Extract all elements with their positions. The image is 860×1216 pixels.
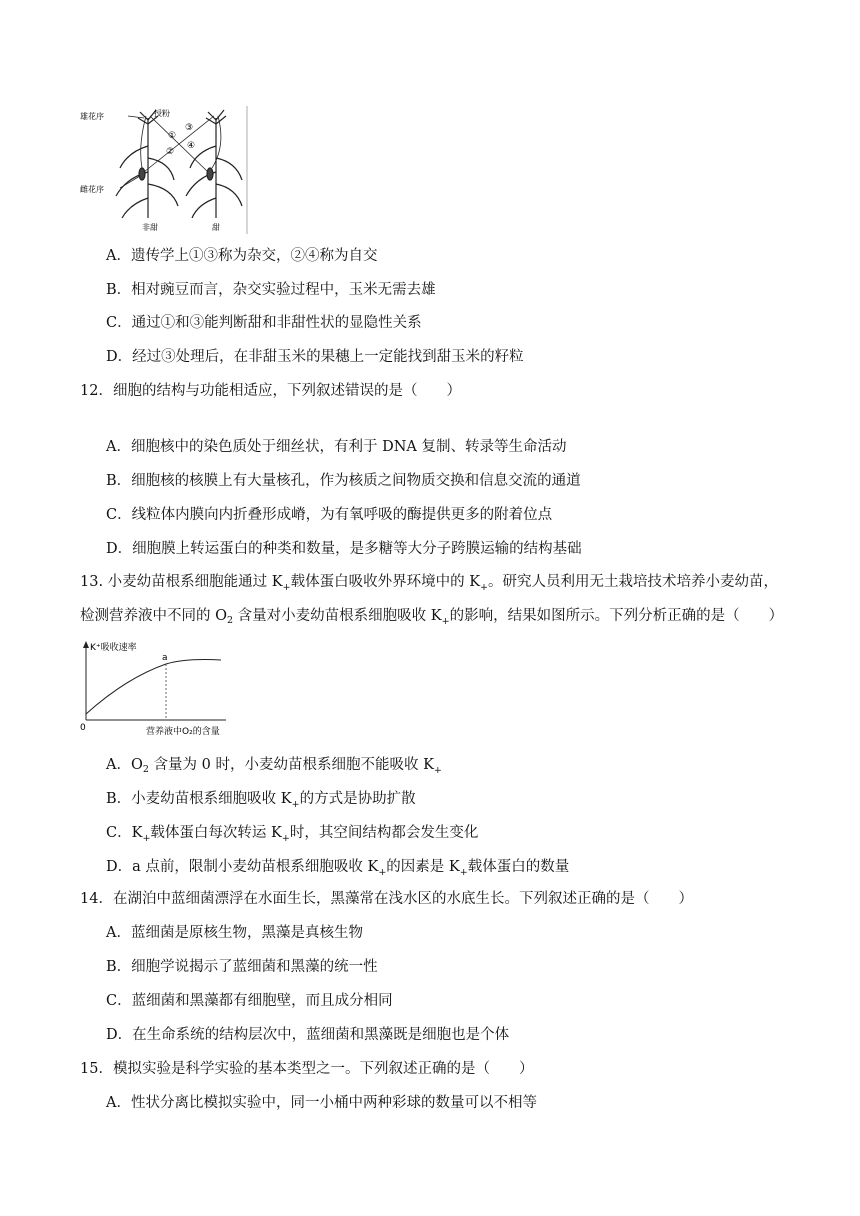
x-axis-label: 营养液中O₂的含量 xyxy=(146,727,220,737)
nonsweet-corn-plant xyxy=(116,110,178,218)
origin-label: 0 xyxy=(80,723,86,733)
female-inflorescence-label: 雌花序 xyxy=(80,185,104,194)
mark-2: ② xyxy=(166,147,175,157)
q14-option-b: B．细胞学说揭示了蓝细菌和黑藻的统一性 xyxy=(106,959,378,975)
q13-option-b: B．小麦幼苗根系细胞吸收 $K_+$的方式是协助扩散 xyxy=(106,791,416,810)
q14-option-d: D．在生命系统的结构层次中，蓝细菌和黑藻既是细胞也是个体 xyxy=(106,1027,510,1043)
point-a-label: a xyxy=(162,653,168,663)
q15-option-a: A．性状分离比模拟实验中，同一小桶中两种彩球的数量可以不相等 xyxy=(106,1095,537,1111)
q13-stem-line1: 13. 小麦幼苗根系细胞能通过 $K_+$载体蛋白吸收外界环境中的 $K_+$。研究人员利用无土栽培技术培养小麦幼苗， xyxy=(80,574,779,593)
q11-option-b: B．相对豌豆而言，杂交实验过程中，玉米无需去雄 xyxy=(106,282,436,298)
q14-option-c: C．蓝细菌和黑藻都有细胞壁，而且成分相同 xyxy=(106,993,393,1009)
q12-option-a: A．细胞核中的染色质处于细丝状，有利于 DNA 复制、转录等生命活动 xyxy=(106,439,567,455)
pollination-label: 授粉 xyxy=(154,109,170,118)
mark-1: ① xyxy=(168,131,177,141)
q14-option-a: A．蓝细菌是原核生物，黑藻是真核生物 xyxy=(106,925,363,941)
sweet-label: 甜 xyxy=(212,223,220,232)
q15-stem: 15．模拟实验是科学实验的基本类型之一。下列叙述正确的是（ ） xyxy=(80,1061,534,1077)
q13-option-c: C．$K_+$载体蛋白每次转运 $K_+$时，其空间结构都会发生变化 xyxy=(106,825,479,844)
q12-option-d: D．细胞膜上转运蛋白的种类和数量，是多糖等大分子跨膜运输的结构基础 xyxy=(106,541,582,557)
q12-stem: 12．细胞的结构与功能相适应，下列叙述错误的是（ ） xyxy=(80,383,461,399)
q14-stem: 14．在湖泊中蓝细菌漂浮在水面生长，黑藻常在浅水区的水底生长。下列叙述正确的是（ ） xyxy=(80,891,693,907)
male-inflorescence-label: 雄花序 xyxy=(80,112,104,121)
nonsweet-label: 非甜 xyxy=(142,223,158,232)
k-uptake-chart xyxy=(76,638,254,738)
mark-3: ③ xyxy=(185,123,194,133)
q13-option-a: A．$O_2$ 含量为 0 时，小麦幼苗根系细胞不能吸收 $K_+$ xyxy=(106,757,442,776)
q12-option-c: C．线粒体内膜向内折叠形成嵴，为有氧呼吸的酶提供更多的附着位点 xyxy=(106,507,553,523)
corn-pollination-figure xyxy=(80,106,252,234)
q13-option-d: D．a 点前，限制小麦幼苗根系细胞吸收 $K_+$的因素是 $K_+$载体蛋白的数量 xyxy=(106,859,570,878)
q11-option-c: C．通过①和③能判断甜和非甜性状的显隐性关系 xyxy=(106,315,422,331)
mark-4: ④ xyxy=(187,141,196,151)
q11-option-a: A．遗传学上①③称为杂交，②④称为自交 xyxy=(106,248,378,264)
q11-option-d: D．经过③处理后，在非甜玉米的果穗上一定能找到甜玉米的籽粒 xyxy=(106,349,524,365)
uptake-curve xyxy=(86,660,221,715)
q12-option-b: B．细胞核的核膜上有大量核孔，作为核质之间物质交换和信息交流的通道 xyxy=(106,473,581,489)
y-axis-label: K⁺吸收速率 xyxy=(90,643,137,653)
q13-stem-line2: 检测营养液中不同的 $O_2$ 含量对小麦幼苗根系细胞吸收 $K_+$的影响，结果如图所示。下列分析正确的是（ ） xyxy=(80,608,784,627)
